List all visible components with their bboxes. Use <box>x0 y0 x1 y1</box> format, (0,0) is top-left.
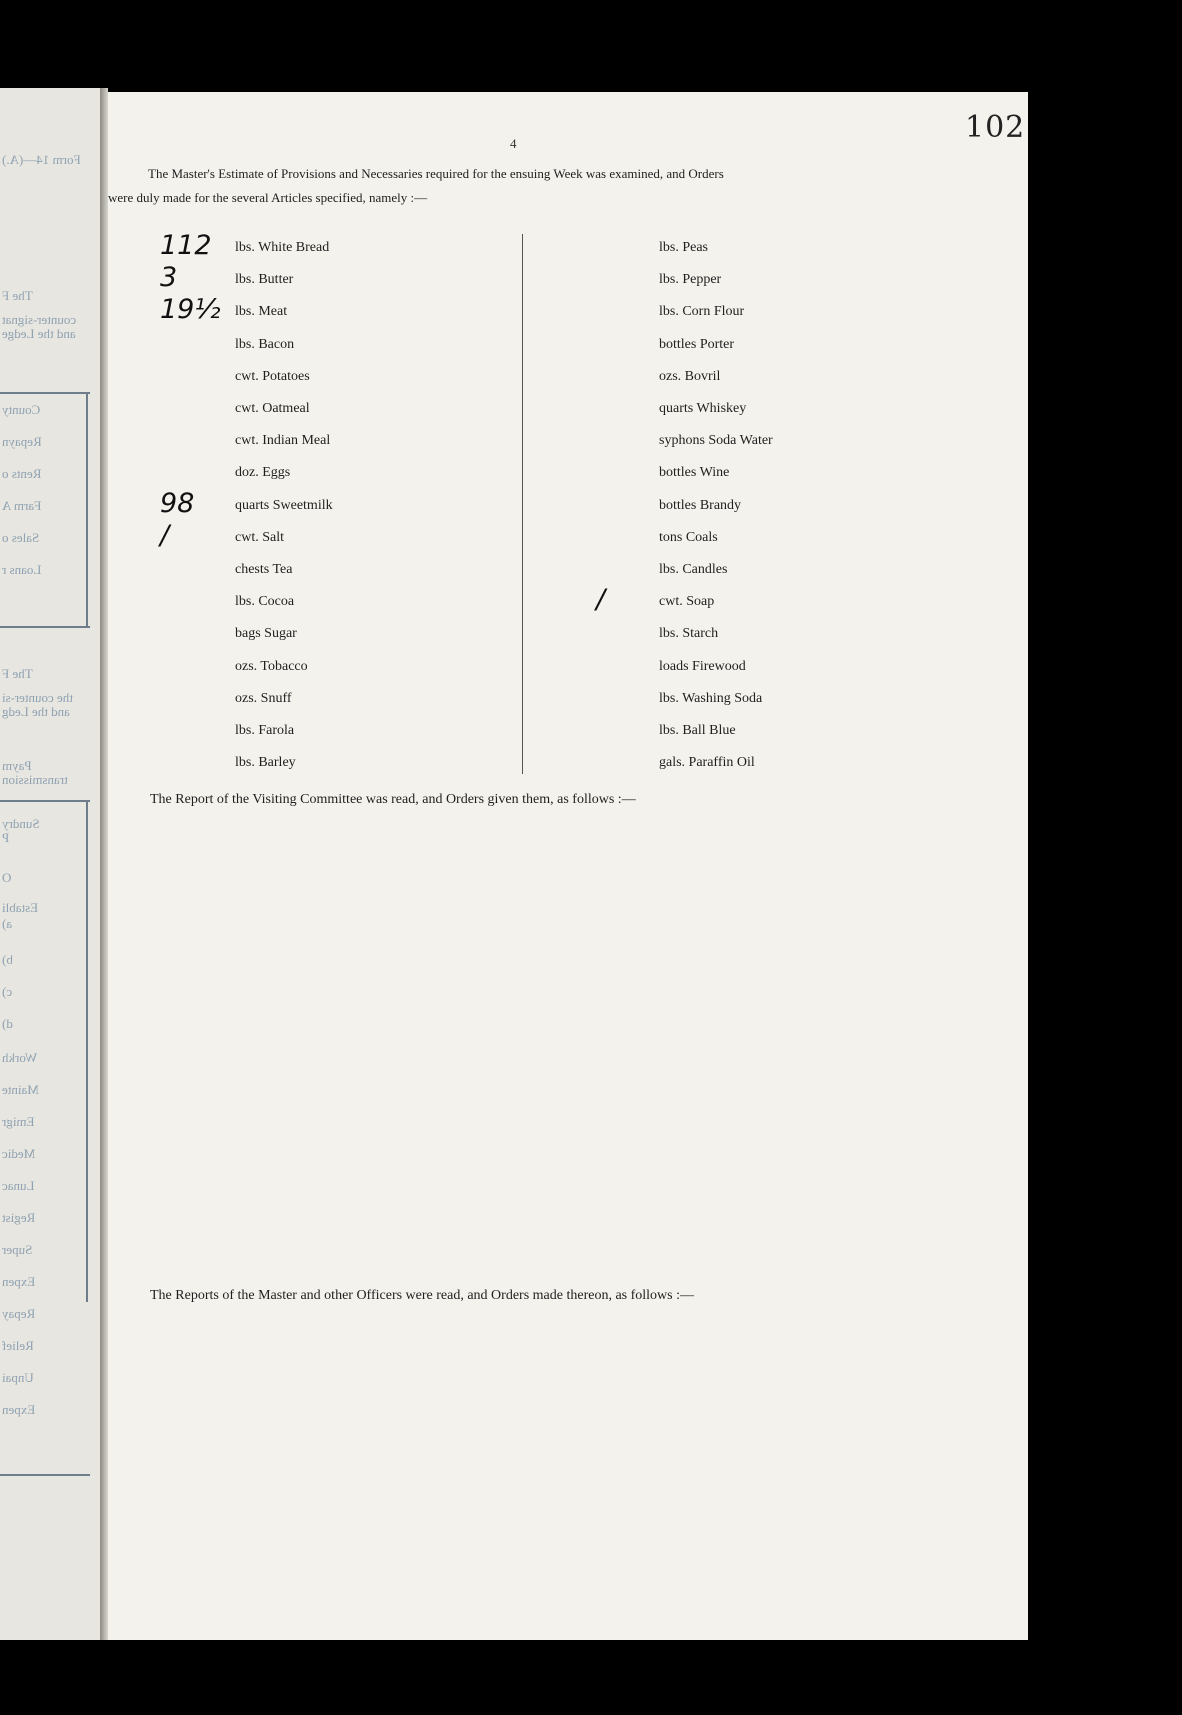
left-page-ghost-text: Unpai <box>2 1370 34 1385</box>
ledger-page <box>108 92 1028 1640</box>
right-column-item: tons Coals <box>659 529 718 545</box>
left-page-ghost-text: The F <box>2 288 33 303</box>
right-column-item: loads Firewood <box>659 658 746 674</box>
left-page-bleed <box>0 88 100 1640</box>
left-column-item: cwt. Indian Meal <box>235 433 331 449</box>
left-page-ghost-text: Expen <box>2 1274 36 1289</box>
left-page-rule <box>86 394 88 626</box>
left-column-item: doz. Eggs <box>235 465 291 481</box>
left-page-ghost-text: Form 14—(A.) <box>2 152 81 167</box>
right-column-item: quarts Whiskey <box>659 401 747 416</box>
right-column-item: cwt. Soap <box>659 594 715 610</box>
right-column-item: lbs. Corn Flour <box>659 304 745 320</box>
left-page-ghost-text: transmission <box>2 772 68 787</box>
left-page-rule <box>0 392 90 394</box>
right-column-item: lbs. Washing Soda <box>659 690 763 706</box>
right-column-item: gals. Paraffin Oil <box>659 755 755 771</box>
left-column-item: lbs. Bacon <box>235 336 295 352</box>
right-column-item: lbs. Candles <box>659 562 728 577</box>
left-column-item: lbs. Cocoa <box>235 594 295 610</box>
left-page-ghost-text: Sales o <box>2 530 40 545</box>
page-small-number: 4 <box>510 136 517 151</box>
left-page-ghost-text: Establi <box>2 900 39 915</box>
right-column-handwritten-qty: / <box>596 584 606 616</box>
left-page-ghost-text: The F <box>2 666 33 681</box>
left-column-item: ozs. Snuff <box>235 690 292 706</box>
left-page-ghost-text: Super <box>2 1242 33 1257</box>
left-column-item: lbs. Farola <box>235 723 295 738</box>
left-column-item: cwt. Potatoes <box>235 368 310 384</box>
left-page-ghost-text: Regist <box>2 1210 36 1225</box>
left-column-handwritten-qty: 3 <box>160 262 178 294</box>
left-page-rule <box>0 626 90 628</box>
left-page-ghost-text: Sundry <box>2 816 40 831</box>
left-column-handwritten-qty: / <box>160 519 170 551</box>
left-page-ghost-text: Loans r <box>2 562 42 577</box>
page-number: 102 <box>965 110 1026 145</box>
left-page-ghost-text: the counter-si <box>2 690 73 705</box>
officers-reports-heading: The Reports of the Master and other Officers were read, and Orders made thereon, as follows :— <box>150 1288 694 1303</box>
left-page-ghost-text: Mainte <box>2 1082 39 1097</box>
visiting-committee-heading: The Report of the Visiting Committee was read, and Orders given them, as follows :— <box>150 792 636 807</box>
right-column-item: lbs. Starch <box>659 626 719 642</box>
left-column-item: lbs. Butter <box>235 272 294 288</box>
intro-line-2: were duly made for the several Articles specified, namely :— <box>108 190 428 205</box>
left-column-item: ozs. Tobacco <box>235 658 308 674</box>
right-column-item: bottles Porter <box>659 336 735 352</box>
left-page-ghost-text: b) <box>2 952 13 967</box>
column-divider <box>522 234 523 774</box>
left-page-rule <box>0 800 90 802</box>
left-column-item: bags Sugar <box>235 626 297 642</box>
left-column-item: lbs. Meat <box>235 304 288 320</box>
left-column-handwritten-qty: 112 <box>160 230 212 261</box>
left-page-ghost-text: Expen <box>2 1402 36 1417</box>
left-page-ghost-text: County <box>2 402 41 417</box>
left-page-ghost-text: Paym <box>2 758 32 773</box>
right-column-item: lbs. Peas <box>659 240 708 255</box>
left-column-item: chests Tea <box>235 562 293 577</box>
left-page-ghost-text: counter-signat <box>2 312 77 327</box>
left-page-ghost-text: Medic <box>2 1146 36 1161</box>
left-page-ghost-text: Emigr <box>2 1114 35 1129</box>
left-page-ghost-text: and the Ledg <box>2 704 70 719</box>
right-column-item: bottles Brandy <box>659 497 742 513</box>
left-column-handwritten-qty: 19½ <box>160 294 221 326</box>
left-page-ghost-text: P <box>2 830 10 845</box>
left-page-ghost-text: d) <box>2 1016 13 1031</box>
left-page-ghost-text: Repayn <box>2 434 42 449</box>
left-page-ghost-text: Farm A <box>2 498 42 513</box>
right-column-item: lbs. Ball Blue <box>659 723 736 738</box>
intro-line-1: The Master's Estimate of Provisions and Necessaries required for the ensuing Week was examined, and Orders <box>148 166 724 181</box>
left-page-ghost-text: Repay <box>2 1306 36 1321</box>
left-column-item: lbs. Barley <box>235 755 296 771</box>
left-page-rule <box>0 1474 90 1476</box>
left-page-ghost-text: Workh <box>2 1050 38 1065</box>
left-column-handwritten-qty: 98 <box>160 487 195 519</box>
right-column-item: syphons Soda Water <box>659 433 773 449</box>
right-column-item: bottles Wine <box>659 465 730 481</box>
left-column-item: cwt. Oatmeal <box>235 401 310 416</box>
left-page-ghost-text: Rents o <box>2 466 42 481</box>
left-column-item: quarts Sweetmilk <box>235 497 333 513</box>
intro-paragraph <box>108 162 938 210</box>
left-column-item: lbs. White Bread <box>235 240 330 255</box>
right-column-item: ozs. Bovril <box>659 368 721 384</box>
left-page-ghost-text: and the Ledge <box>2 326 76 341</box>
left-page-ghost-text: Lunac <box>2 1178 35 1193</box>
right-column-item: lbs. Pepper <box>659 272 722 288</box>
left-column-item: cwt. Salt <box>235 529 284 545</box>
left-page-ghost-text: O <box>2 870 12 885</box>
book-spine <box>100 88 108 1640</box>
left-page-ghost-text: Relief <box>2 1338 34 1353</box>
left-page-ghost-text: a) <box>2 916 13 931</box>
left-page-rule <box>86 802 88 1302</box>
left-page-ghost-text: c) <box>2 984 13 999</box>
